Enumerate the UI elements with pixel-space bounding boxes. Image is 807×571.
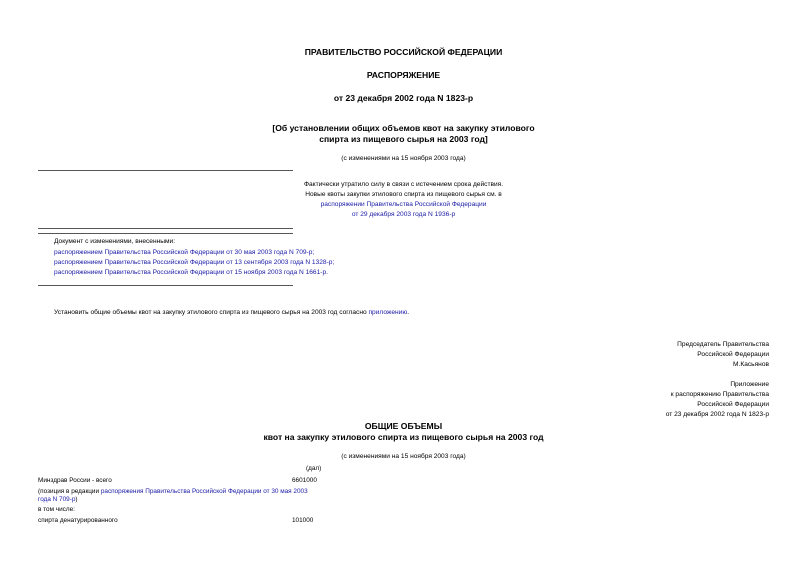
divider xyxy=(38,228,293,229)
document-title-line-2: спирта из пищевого сырья на 2003 год] xyxy=(319,134,488,144)
body-paragraph xyxy=(54,308,409,318)
document-type: РАСПОРЯЖЕНИЕ xyxy=(366,70,441,80)
expiry-notice-line-1: Фактически утратило силу в связи с истечением срока действия. xyxy=(303,181,504,188)
appendix-link[interactable]: приложению xyxy=(368,309,408,316)
appendix-ref-1: к распоряжению Правительства xyxy=(670,391,769,398)
appendix-ref-3: от 23 декабря 2002 года N 1823-р xyxy=(665,411,769,418)
divider xyxy=(38,233,293,234)
expiry-notice-line-2: Новые квоты закупки этилового спирта из пищевого сырья см. в xyxy=(305,191,502,198)
new-quota-order-link[interactable]: распоряжении Правительства Российской Федерации xyxy=(320,201,487,208)
edition-suffix: ) xyxy=(75,496,78,503)
signature-position: Председатель Правительства xyxy=(677,341,769,348)
government-heading: ПРАВИТЕЛЬСТВО РОССИЙСКОЙ ФЕДЕРАЦИИ xyxy=(304,47,503,57)
divider xyxy=(38,170,293,171)
body-text-end: . xyxy=(407,309,410,316)
table-edition-note xyxy=(38,488,328,496)
section-subtitle: квот на закупку этилового спирта из пищевого сырья на 2003 год xyxy=(263,432,544,442)
new-quota-order-link-date[interactable]: от 29 декабря 2003 года N 1936-р xyxy=(351,211,456,218)
table-row-value: 6601000 xyxy=(292,477,317,484)
expiry-notice-link-wrap xyxy=(0,200,807,210)
document-title-line-1: [Об установлении общих объемов квот на закупку этилового xyxy=(272,123,535,133)
amendment-link-709[interactable]: распоряжением Правительства Российской Федерации от 30 мая 2003 года N 709-р; xyxy=(54,249,315,256)
appendix-ref-2: Российской Федерации xyxy=(697,401,769,408)
table-edition-note-2 xyxy=(38,496,78,504)
table-row-label: спирта денатурированного xyxy=(38,517,118,524)
signature-name: М.Касьянов xyxy=(733,361,769,368)
section-title: ОБЩИЕ ОБЪЕМЫ xyxy=(364,421,443,431)
edition-link-year[interactable]: года N 709-р xyxy=(38,496,76,503)
divider xyxy=(38,285,293,286)
document-date-number: от 23 декабря 2002 года N 1823-р xyxy=(333,93,474,103)
edition-prefix: (позиция в редакции xyxy=(38,488,101,495)
appendix-label: Приложение xyxy=(730,381,769,388)
amendments-intro: Документ с изменениями, внесенными: xyxy=(54,238,176,245)
expiry-notice-link-wrap-2 xyxy=(0,210,807,220)
table-row-value: 101000 xyxy=(292,517,314,524)
edition-link[interactable]: распоряжения Правительства Российской Федерации от 30 мая 2003 xyxy=(100,488,308,495)
table-including-label: в том числе: xyxy=(38,506,75,513)
table-row-label: Минздрав России - всего xyxy=(38,477,112,484)
table-unit: (дал) xyxy=(306,465,322,472)
header-amendment-note: (с изменениями на 15 ноября 2003 года) xyxy=(341,155,466,162)
section-amendment-note: (с изменениями на 15 ноября 2003 года) xyxy=(341,453,466,460)
signature-country: Российской Федерации xyxy=(697,351,769,358)
body-text: Установить общие объемы квот на закупку этилового спирта из пищевого сырья на 2003 год согласно xyxy=(54,309,369,316)
amendment-link-1661[interactable]: распоряжением Правительства Российской Федерации от 15 ноября 2003 года N 1661-р. xyxy=(54,269,328,276)
amendment-link-1328[interactable]: распоряжением Правительства Российской Федерации от 13 сентября 2003 года N 1328-р; xyxy=(54,259,335,266)
